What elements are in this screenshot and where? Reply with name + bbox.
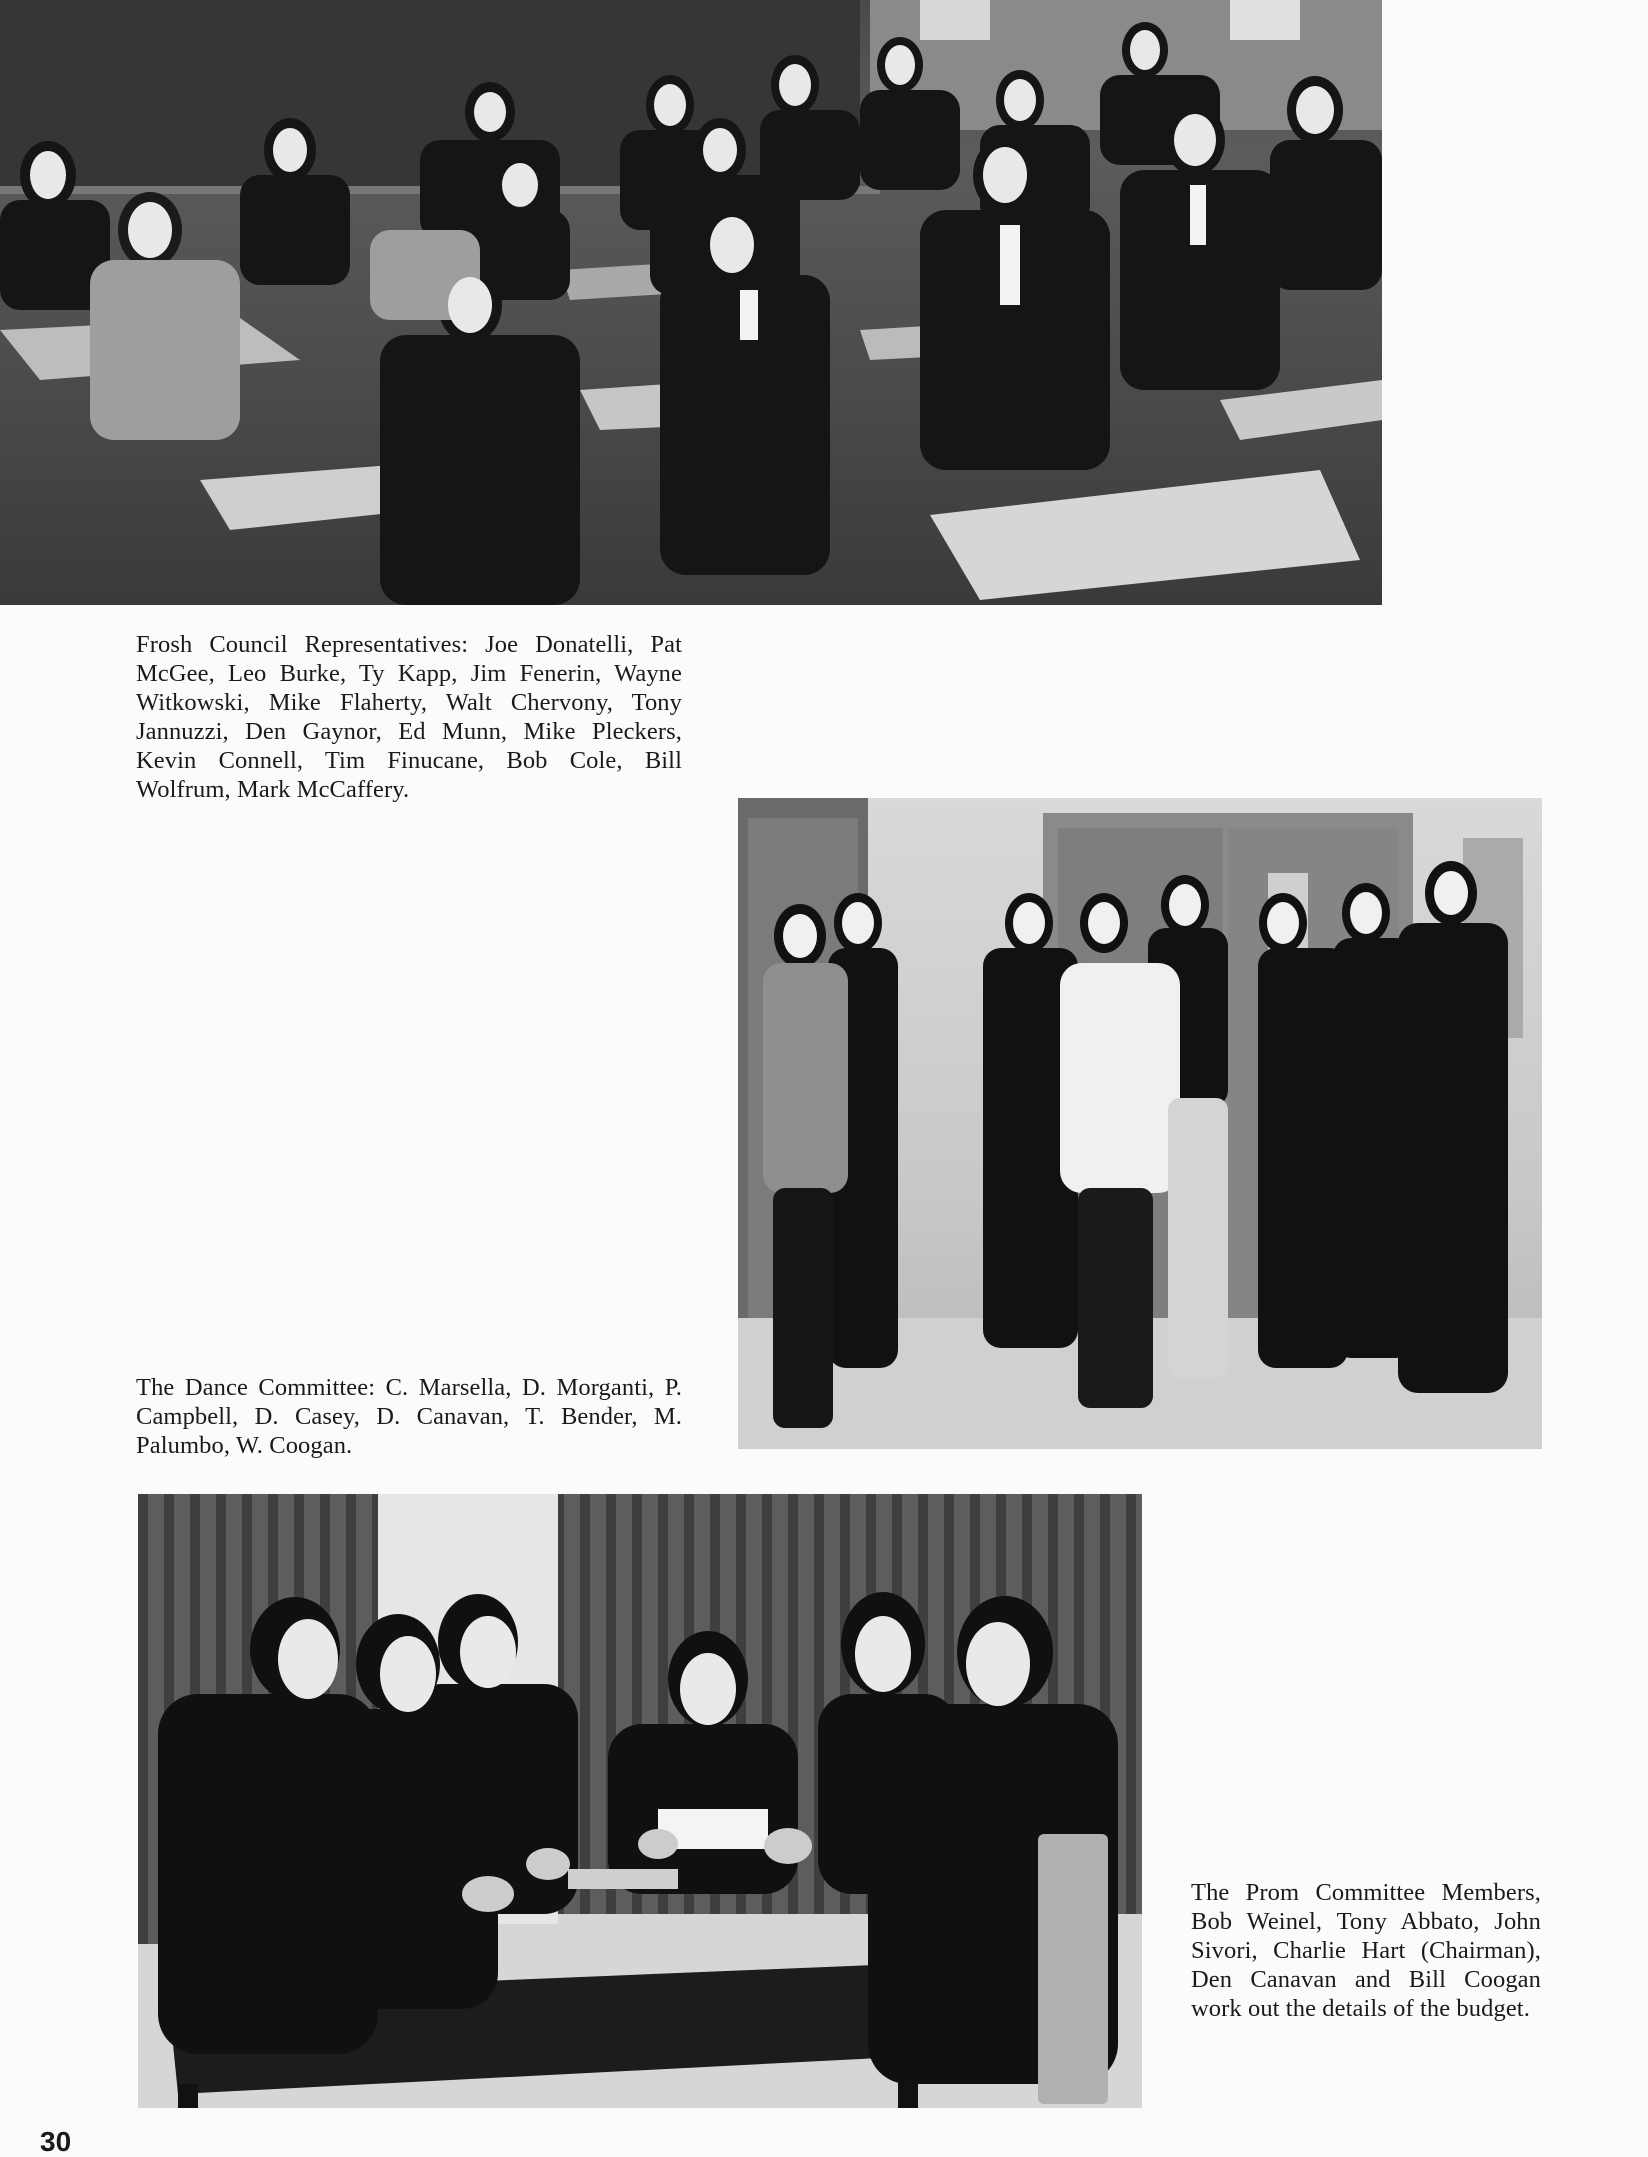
- prom-committee-photo: [138, 1494, 1142, 2108]
- frosh-council-photo: [0, 0, 1382, 605]
- dance-committee-photo: [738, 798, 1542, 1449]
- prom-committee-caption: The Prom Committee Members, Bob Weinel, Tony Abbato, John Sivori, Charlie Hart (Chairman), Den Canavan and Bill Coogan work out the details of the budget.: [1191, 1879, 1541, 2022]
- page-number: 30: [40, 2126, 72, 2157]
- frosh-council-caption: Frosh Council Representatives: Joe Donatelli, Pat McGee, Leo Burke, Ty Kapp, Jim Fenerin, Wayne Witkowski, Mike Flaherty, Walt Chervony, Tony Jannuzzi, Den Gaynor, Ed Munn, Mike Pleckers, Kevin Connell, Tim Finucane, Bob Cole, Bill Wolfrum, Mark McCaffery.: [136, 631, 682, 803]
- dance-committee-caption: The Dance Committee: C. Marsella, D. Morganti, P. Campbell, D. Casey, D. Canavan, T. Bender, M. Palumbo, W. Coogan.: [136, 1374, 682, 1459]
